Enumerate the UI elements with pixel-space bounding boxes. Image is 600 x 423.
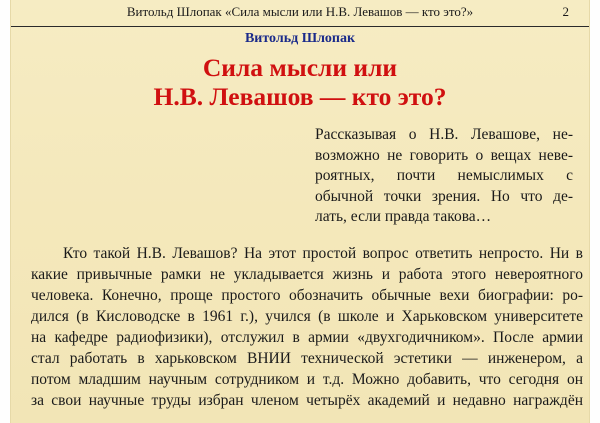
article-title — [11, 53, 589, 111]
epigraph-line: лать, если правда такова… — [315, 208, 492, 225]
body-line: стал работать в харьковском ВНИИ технической эстетики — инженером, а — [31, 350, 583, 367]
body-line: человека. Конечно, проще простого обозначить обычные вехи биографии: ро- — [31, 287, 583, 304]
epigraph-line: обычной точки зрения. Но что де- — [315, 187, 573, 205]
body-line: дился (в Кисловодске в 1961 г.), учился (в школе и Харьковском университете — [31, 308, 583, 325]
body-line: Кто такой Н.В. Левашов? На этот простой вопрос ответить непросто. Ни в — [63, 245, 583, 262]
page-header — [11, 0, 589, 27]
epigraph-line: возможно не говорить о вещах неве- — [315, 146, 573, 164]
page-number: 2 — [562, 4, 569, 19]
epigraph-line: роятных, почти немыслимых с — [315, 167, 573, 184]
body-line: на кафедре радиофизики), отслужил в армии «двухгодичником». После армии — [31, 329, 583, 346]
body-line: потом младшим научным сотрудником и т.д. Можно добавить, что сегодня он — [31, 371, 583, 388]
body-line: за свои научные труды избран членом четырёх академий и недавно награждён — [31, 392, 583, 409]
body-line: какие привычные рамки не укладывается жизнь и работа этого невероятного — [31, 266, 583, 283]
epigraph — [315, 125, 573, 228]
document-page — [11, 0, 589, 423]
epigraph-line: Рассказывая о Н.В. Левашове, не- — [315, 126, 573, 143]
title-line-1: Сила мысли или — [202, 53, 398, 82]
author-name: Витольд Шлопак — [244, 31, 356, 46]
running-header-title: Витольд Шлопак «Сила мысли или Н.В. Левашов — кто это?» — [126, 4, 474, 19]
body-paragraph — [31, 243, 583, 411]
title-line-2: Н.В. Левашов — кто это? — [153, 82, 447, 111]
